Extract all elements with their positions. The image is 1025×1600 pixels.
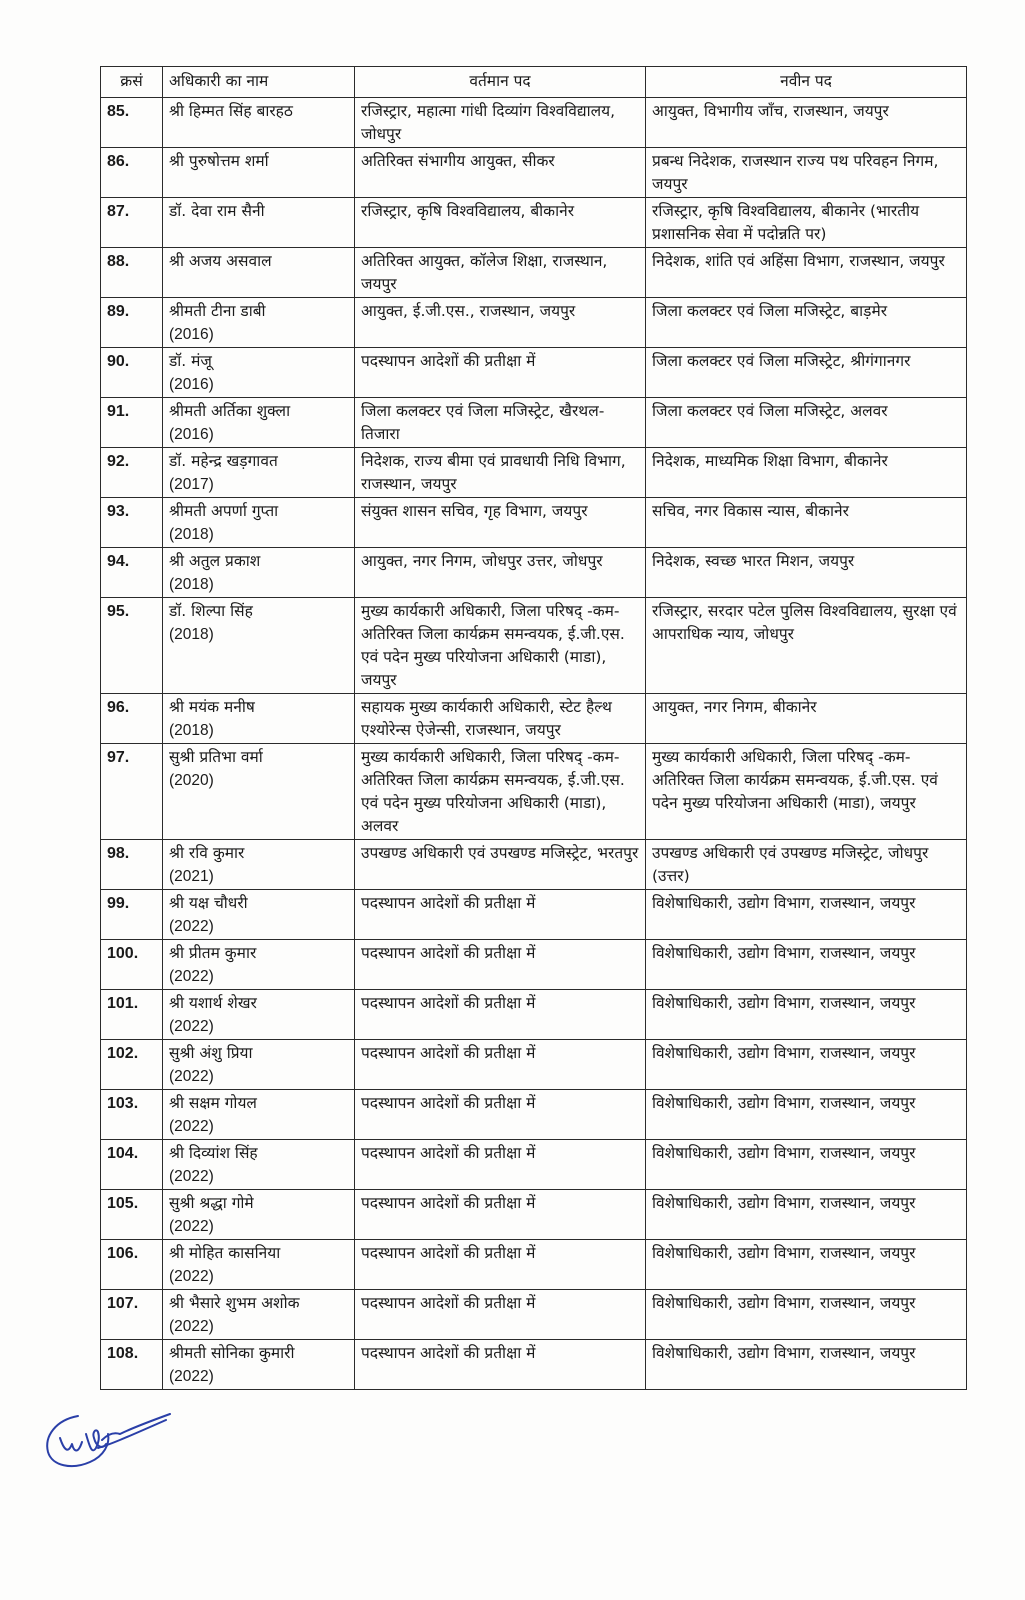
current-post: पदस्थापन आदेशों की प्रतीक्षा में xyxy=(355,940,646,990)
officer-name-cell xyxy=(163,1040,355,1090)
officer-name-cell xyxy=(163,448,355,498)
new-post: विशेषाधिकारी, उद्योग विभाग, राजस्थान, जयपुर xyxy=(646,1190,967,1240)
table-row xyxy=(101,1090,967,1140)
current-post: पदस्थापन आदेशों की प्रतीक्षा में xyxy=(355,1090,646,1140)
serial-number: 96. xyxy=(101,694,163,744)
new-post: विशेषाधिकारी, उद्योग विभाग, राजस्थान, जयपुर xyxy=(646,1040,967,1090)
officer-name-cell xyxy=(163,148,355,198)
new-post: निदेशक, स्वच्छ भारत मिशन, जयपुर xyxy=(646,548,967,598)
table-body xyxy=(101,98,967,1390)
current-post: अतिरिक्त संभागीय आयुक्त, सीकर xyxy=(355,148,646,198)
header-new-post: नवीन पद xyxy=(646,67,967,98)
table-row xyxy=(101,990,967,1040)
officer-name-cell xyxy=(163,890,355,940)
new-post: विशेषाधिकारी, उद्योग विभाग, राजस्थान, जयपुर xyxy=(646,1140,967,1190)
officer-name: श्री मयंक मनीष xyxy=(169,698,255,716)
serial-number: 92. xyxy=(101,448,163,498)
officer-name: सुश्री अंशु प्रिया xyxy=(169,1044,253,1062)
current-post: रजिस्ट्रार, कृषि विश्वविद्यालय, बीकानेर xyxy=(355,198,646,248)
serial-number: 87. xyxy=(101,198,163,248)
batch-year: (2016) xyxy=(169,426,214,443)
batch-year: (2022) xyxy=(169,1118,214,1135)
officer-name: श्री यक्ष चौधरी xyxy=(169,894,248,912)
signature-icon xyxy=(38,1404,178,1474)
new-post: जिला कलक्टर एवं जिला मजिस्ट्रेट, बाड़मेर xyxy=(646,298,967,348)
officer-name-cell xyxy=(163,548,355,598)
officer-name: श्री पुरुषोत्तम शर्मा xyxy=(169,152,269,170)
batch-year: (2022) xyxy=(169,1368,214,1385)
batch-year: (2018) xyxy=(169,526,214,543)
officer-name-cell xyxy=(163,744,355,840)
new-post: विशेषाधिकारी, उद्योग विभाग, राजस्थान, जयपुर xyxy=(646,990,967,1040)
batch-year: (2021) xyxy=(169,868,214,885)
header-name: अधिकारी का नाम xyxy=(163,67,355,98)
current-post: पदस्थापन आदेशों की प्रतीक्षा में xyxy=(355,1240,646,1290)
officer-name-cell xyxy=(163,198,355,248)
officer-name-cell xyxy=(163,1090,355,1140)
officer-name-cell xyxy=(163,248,355,298)
new-post: विशेषाधिकारी, उद्योग विभाग, राजस्थान, जयपुर xyxy=(646,1340,967,1390)
new-post: सचिव, नगर विकास न्यास, बीकानेर xyxy=(646,498,967,548)
officer-name-cell xyxy=(163,840,355,890)
officer-name: डॉ. देवा राम सैनी xyxy=(169,202,265,220)
officer-name-cell xyxy=(163,1140,355,1190)
table-row xyxy=(101,840,967,890)
table-row xyxy=(101,598,967,694)
officer-name-cell xyxy=(163,298,355,348)
batch-year: (2022) xyxy=(169,918,214,935)
officer-name: श्री प्रीतम कुमार xyxy=(169,944,257,962)
serial-number: 98. xyxy=(101,840,163,890)
new-post: रजिस्ट्रार, सरदार पटेल पुलिस विश्वविद्यालय, सुरक्षा एवं आपराधिक न्याय, जोधपुर xyxy=(646,598,967,694)
officer-name: श्री सक्षम गोयल xyxy=(169,1094,257,1112)
officer-name: डॉ. महेन्द्र खड़गावत xyxy=(169,452,278,470)
serial-number: 103. xyxy=(101,1090,163,1140)
serial-number: 89. xyxy=(101,298,163,348)
officer-name-cell xyxy=(163,348,355,398)
serial-number: 94. xyxy=(101,548,163,598)
officer-name-cell xyxy=(163,1240,355,1290)
batch-year: (2016) xyxy=(169,326,214,343)
officer-name: श्रीमती सोनिका कुमारी xyxy=(169,1344,295,1362)
officer-name: श्री अतुल प्रकाश xyxy=(169,552,261,570)
officer-name: श्री भैसारे शुभम अशोक xyxy=(169,1294,300,1312)
officer-name-cell xyxy=(163,498,355,548)
new-post: जिला कलक्टर एवं जिला मजिस्ट्रेट, अलवर xyxy=(646,398,967,448)
table-row xyxy=(101,744,967,840)
serial-number: 85. xyxy=(101,98,163,148)
serial-number: 108. xyxy=(101,1340,163,1390)
officer-name-cell xyxy=(163,398,355,448)
table-row xyxy=(101,1340,967,1390)
batch-year: (2020) xyxy=(169,772,214,789)
serial-number: 107. xyxy=(101,1290,163,1340)
batch-year: (2018) xyxy=(169,576,214,593)
new-post: प्रबन्ध निदेशक, राजस्थान राज्य पथ परिवहन निगम, जयपुर xyxy=(646,148,967,198)
officer-name: श्री हिम्मत सिंह बारहठ xyxy=(169,102,293,120)
officer-name: श्री दिव्यांश सिंह xyxy=(169,1144,258,1162)
officer-name: श्रीमती टीना डाबी xyxy=(169,302,266,320)
current-post: पदस्थापन आदेशों की प्रतीक्षा में xyxy=(355,1290,646,1340)
batch-year: (2022) xyxy=(169,1068,214,1085)
table-row xyxy=(101,1140,967,1190)
serial-number: 100. xyxy=(101,940,163,990)
current-post: आयुक्त, ई.जी.एस., राजस्थान, जयपुर xyxy=(355,298,646,348)
officer-name: सुश्री प्रतिभा वर्मा xyxy=(169,748,263,766)
serial-number: 102. xyxy=(101,1040,163,1090)
new-post: जिला कलक्टर एवं जिला मजिस्ट्रेट, श्रीगंगानगर xyxy=(646,348,967,398)
batch-year: (2016) xyxy=(169,376,214,393)
current-post: पदस्थापन आदेशों की प्रतीक्षा में xyxy=(355,1190,646,1240)
current-post: मुख्य कार्यकारी अधिकारी, जिला परिषद् -कम- अतिरिक्त जिला कार्यक्रम समन्वयक, ई.जी.एस. एवं पदेन मुख्य परियोजना अधिकारी (माडा), अलवर xyxy=(355,744,646,840)
current-post: उपखण्ड अधिकारी एवं उपखण्ड मजिस्ट्रेट, भरतपुर xyxy=(355,840,646,890)
serial-number: 104. xyxy=(101,1140,163,1190)
officer-name: डॉ. मंजू xyxy=(169,352,212,370)
table-row xyxy=(101,148,967,198)
officer-name-cell xyxy=(163,940,355,990)
new-post: विशेषाधिकारी, उद्योग विभाग, राजस्थान, जयपुर xyxy=(646,1240,967,1290)
table-row xyxy=(101,248,967,298)
table-row xyxy=(101,694,967,744)
table-row xyxy=(101,198,967,248)
officer-name: श्रीमती अपर्णा गुप्ता xyxy=(169,502,279,520)
serial-number: 95. xyxy=(101,598,163,694)
current-post: पदस्थापन आदेशों की प्रतीक्षा में xyxy=(355,990,646,1040)
table-row xyxy=(101,1240,967,1290)
serial-number: 106. xyxy=(101,1240,163,1290)
current-post: मुख्य कार्यकारी अधिकारी, जिला परिषद् -कम- अतिरिक्त जिला कार्यक्रम समन्वयक, ई.जी.एस. एवं पदेन मुख्य परियोजना अधिकारी (माडा), जयपुर xyxy=(355,598,646,694)
new-post: विशेषाधिकारी, उद्योग विभाग, राजस्थान, जयपुर xyxy=(646,940,967,990)
officer-name: श्री यशार्थ शेखर xyxy=(169,994,257,1012)
header-current-post: वर्तमान पद xyxy=(355,67,646,98)
new-post: आयुक्त, विभागीय जाँच, राजस्थान, जयपुर xyxy=(646,98,967,148)
table-row xyxy=(101,1190,967,1240)
new-post: विशेषाधिकारी, उद्योग विभाग, राजस्थान, जयपुर xyxy=(646,1090,967,1140)
officer-name-cell xyxy=(163,990,355,1040)
current-post: पदस्थापन आदेशों की प्रतीक्षा में xyxy=(355,1040,646,1090)
table-row xyxy=(101,940,967,990)
new-post: रजिस्ट्रार, कृषि विश्वविद्यालय, बीकानेर (भारतीय प्रशासनिक सेवा में पदोन्नति पर) xyxy=(646,198,967,248)
officer-name-cell xyxy=(163,98,355,148)
transfer-table xyxy=(100,66,967,1390)
batch-year: (2018) xyxy=(169,722,214,739)
officer-name-cell xyxy=(163,1340,355,1390)
serial-number: 97. xyxy=(101,744,163,840)
officer-name-cell xyxy=(163,1190,355,1240)
table-row xyxy=(101,1290,967,1340)
header-serial: क्रसं xyxy=(101,67,163,98)
batch-year: (2022) xyxy=(169,968,214,985)
table-row xyxy=(101,398,967,448)
current-post: पदस्थापन आदेशों की प्रतीक्षा में xyxy=(355,348,646,398)
batch-year: (2022) xyxy=(169,1018,214,1035)
table-header-row xyxy=(101,67,967,98)
batch-year: (2018) xyxy=(169,626,214,643)
officer-name: डॉ. शिल्पा सिंह xyxy=(169,602,253,620)
current-post: संयुक्त शासन सचिव, गृह विभाग, जयपुर xyxy=(355,498,646,548)
officer-name: श्री मोहित कासनिया xyxy=(169,1244,281,1262)
serial-number: 88. xyxy=(101,248,163,298)
batch-year: (2022) xyxy=(169,1218,214,1235)
current-post: पदस्थापन आदेशों की प्रतीक्षा में xyxy=(355,1340,646,1390)
current-post: सहायक मुख्य कार्यकारी अधिकारी, स्टेट हैल्थ एश्योरेन्स ऐजेन्सी, राजस्थान, जयपुर xyxy=(355,694,646,744)
current-post: निदेशक, राज्य बीमा एवं प्रावधायी निधि विभाग, राजस्थान, जयपुर xyxy=(355,448,646,498)
serial-number: 105. xyxy=(101,1190,163,1240)
current-post: रजिस्ट्रार, महात्मा गांधी दिव्यांग विश्वविद्यालय, जोधपुर xyxy=(355,98,646,148)
batch-year: (2022) xyxy=(169,1268,214,1285)
table-row xyxy=(101,548,967,598)
new-post: आयुक्त, नगर निगम, बीकानेर xyxy=(646,694,967,744)
serial-number: 90. xyxy=(101,348,163,398)
serial-number: 86. xyxy=(101,148,163,198)
current-post: आयुक्त, नगर निगम, जोधपुर उत्तर, जोधपुर xyxy=(355,548,646,598)
serial-number: 101. xyxy=(101,990,163,1040)
officer-name-cell xyxy=(163,598,355,694)
officer-name: श्रीमती अर्तिका शुक्ला xyxy=(169,402,291,420)
officer-name: श्री रवि कुमार xyxy=(169,844,245,862)
current-post: अतिरिक्त आयुक्त, कॉलेज शिक्षा, राजस्थान, जयपुर xyxy=(355,248,646,298)
officer-name-cell xyxy=(163,694,355,744)
table-row xyxy=(101,98,967,148)
new-post: विशेषाधिकारी, उद्योग विभाग, राजस्थान, जयपुर xyxy=(646,890,967,940)
table-row xyxy=(101,498,967,548)
batch-year: (2022) xyxy=(169,1168,214,1185)
current-post: जिला कलक्टर एवं जिला मजिस्ट्रेट, खैरथल-तिजारा xyxy=(355,398,646,448)
new-post: मुख्य कार्यकारी अधिकारी, जिला परिषद् -कम- अतिरिक्त जिला कार्यक्रम समन्वयक, ई.जी.एस. एवं पदेन मुख्य परियोजना अधिकारी (माडा), जयपुर xyxy=(646,744,967,840)
new-post: विशेषाधिकारी, उद्योग विभाग, राजस्थान, जयपुर xyxy=(646,1290,967,1340)
table-row xyxy=(101,348,967,398)
officer-name: श्री अजय असवाल xyxy=(169,252,272,270)
new-post: निदेशक, माध्यमिक शिक्षा विभाग, बीकानेर xyxy=(646,448,967,498)
table-row xyxy=(101,298,967,348)
serial-number: 91. xyxy=(101,398,163,448)
officer-name: सुश्री श्रद्धा गोमे xyxy=(169,1194,254,1212)
current-post: पदस्थापन आदेशों की प्रतीक्षा में xyxy=(355,890,646,940)
serial-number: 93. xyxy=(101,498,163,548)
serial-number: 99. xyxy=(101,890,163,940)
table-row xyxy=(101,1040,967,1090)
table-row xyxy=(101,890,967,940)
new-post: निदेशक, शांति एवं अहिंसा विभाग, राजस्थान, जयपुर xyxy=(646,248,967,298)
officer-name-cell xyxy=(163,1290,355,1340)
current-post: पदस्थापन आदेशों की प्रतीक्षा में xyxy=(355,1140,646,1190)
batch-year: (2017) xyxy=(169,476,214,493)
batch-year: (2022) xyxy=(169,1318,214,1335)
new-post: उपखण्ड अधिकारी एवं उपखण्ड मजिस्ट्रेट, जोधपुर (उत्तर) xyxy=(646,840,967,890)
table-row xyxy=(101,448,967,498)
